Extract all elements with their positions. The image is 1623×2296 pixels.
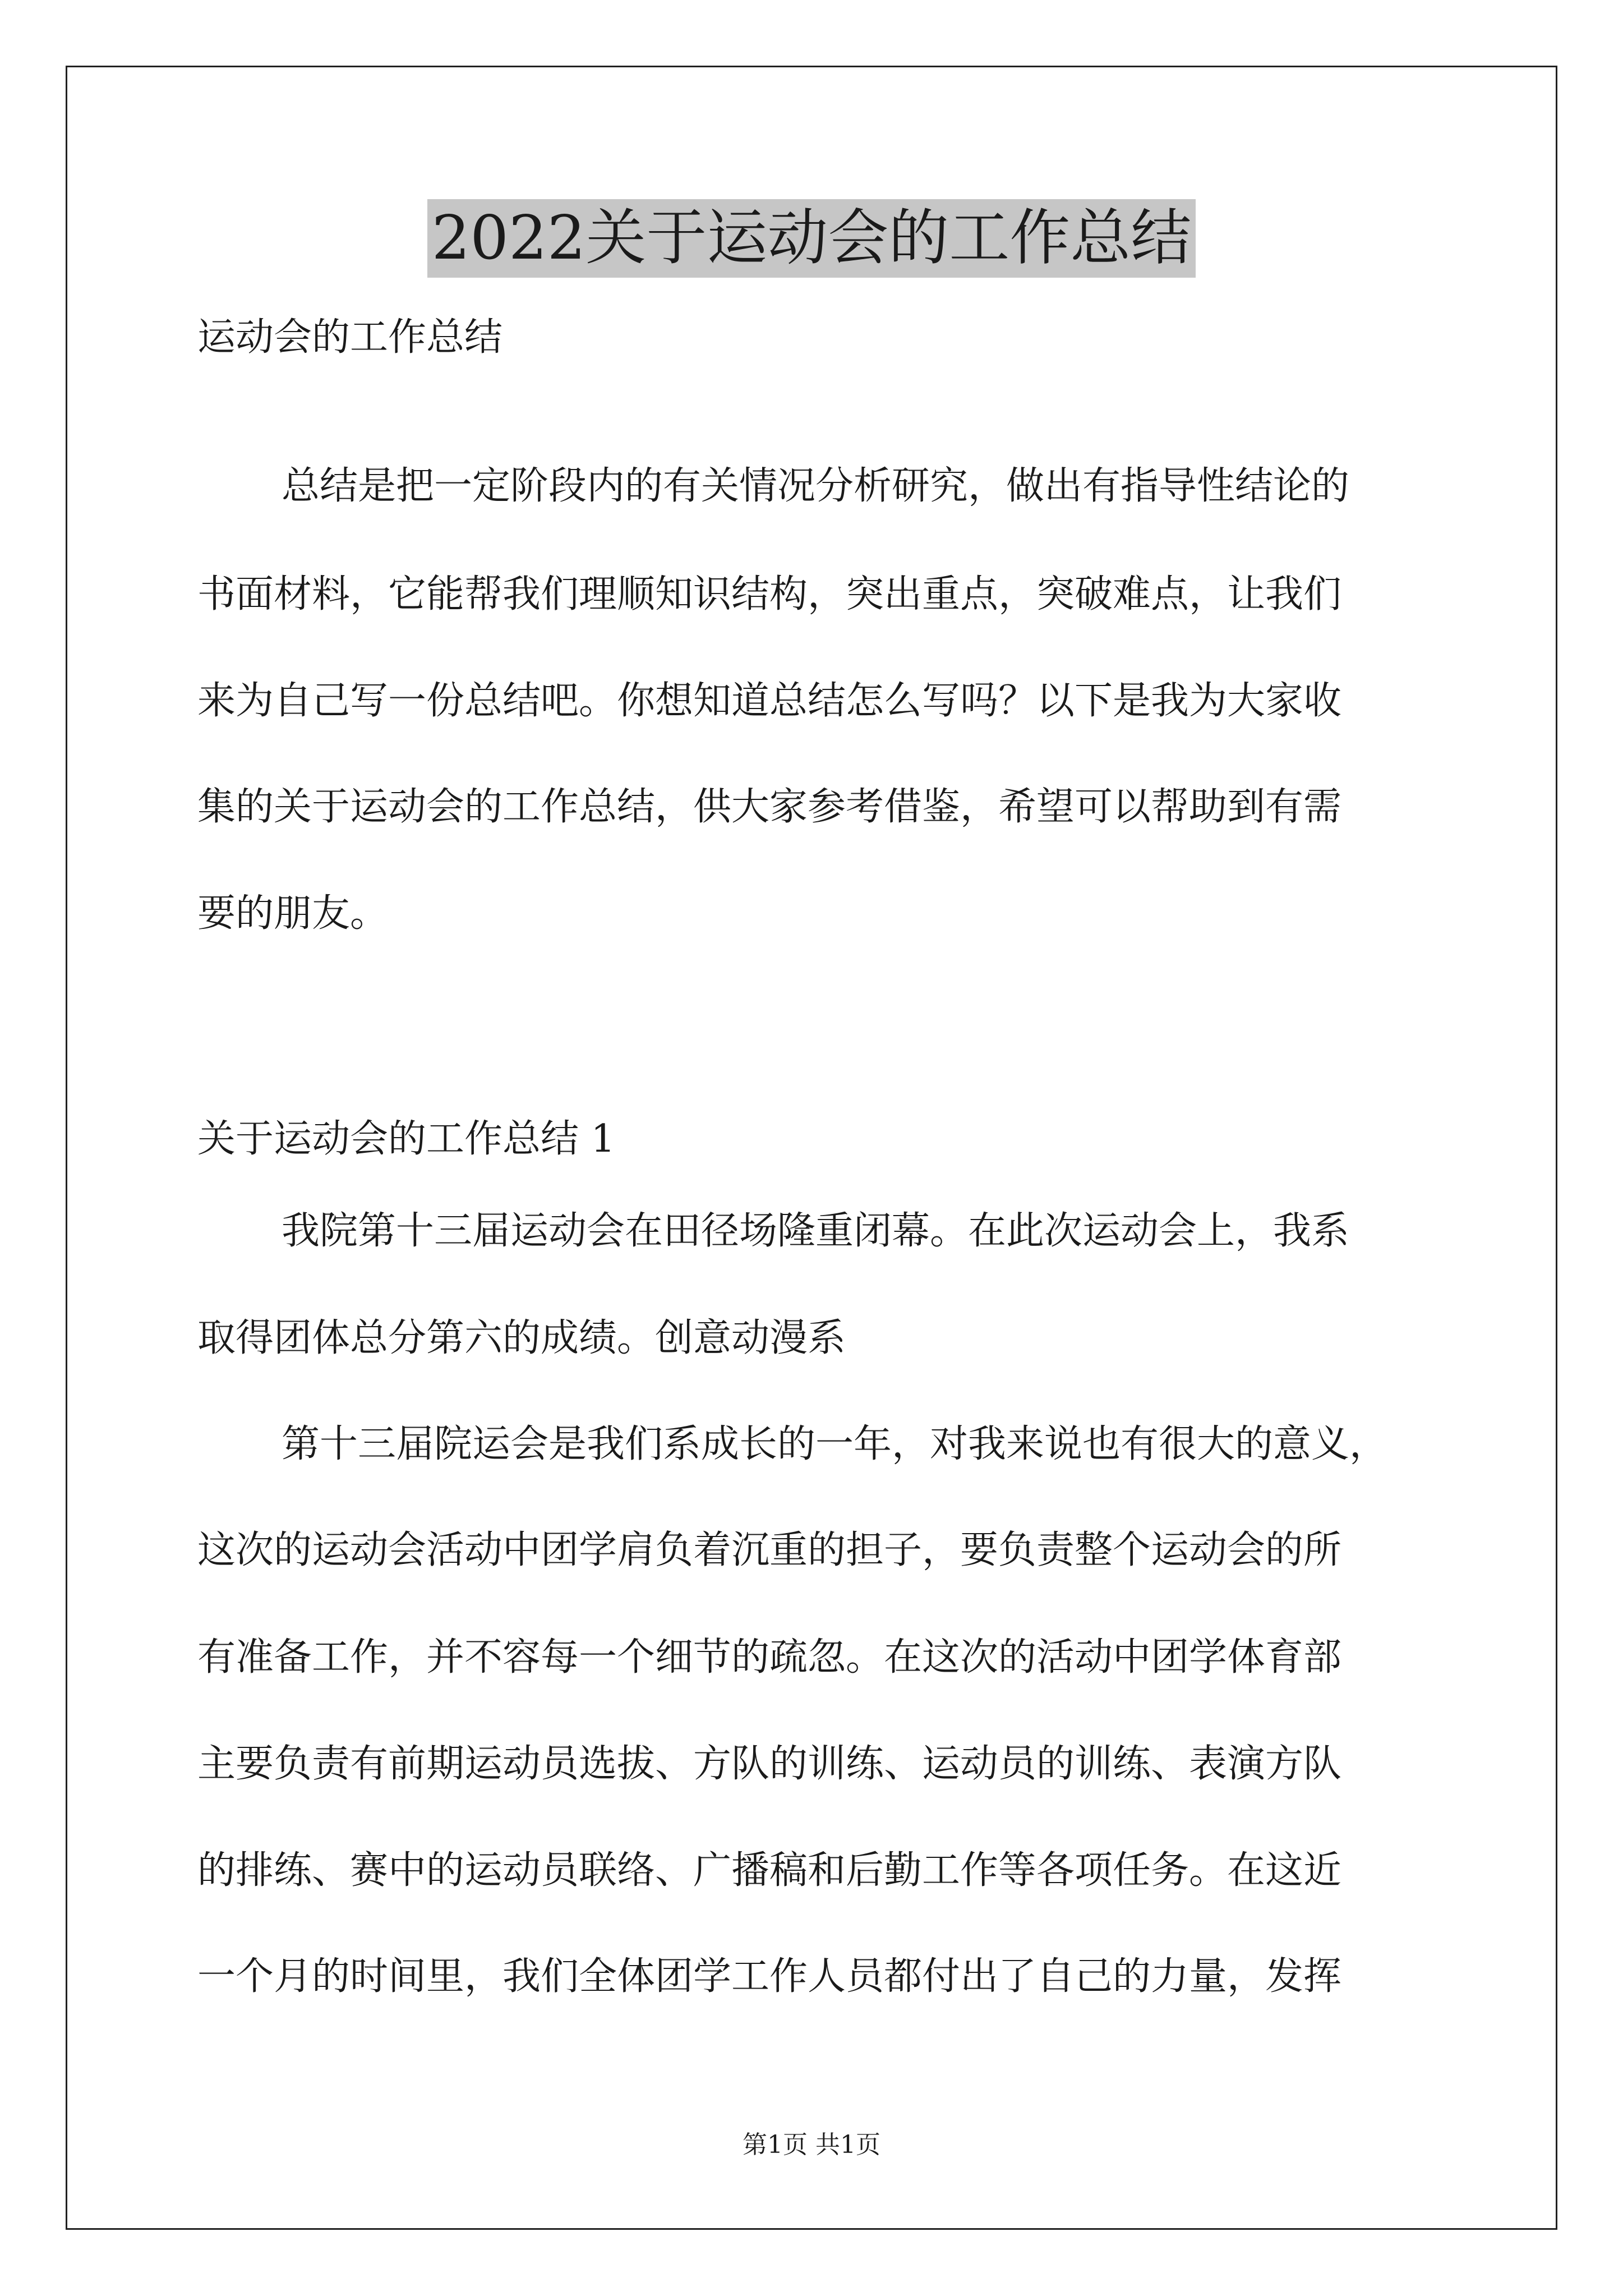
paragraph-line: 我院第十三届运动会在田径场隆重闭幕。在此次运动会上，我系 xyxy=(282,1209,1350,1253)
paragraph-line: 的排练、赛中的运动员联络、广播稿和后勤工作等各项任务。在这近 xyxy=(197,1848,1342,1893)
paragraph-line: 取得团体总分第六的成绩。创意动漫系 xyxy=(197,1316,846,1360)
intro-line: 来为自己写一份总结吧。你想知道总结怎么写吗？以下是我为大家收 xyxy=(197,679,1342,723)
title-container xyxy=(0,199,1623,278)
document-subtitle: 运动会的工作总结 xyxy=(197,315,503,360)
paragraph-line: 第十三届院运会是我们系成长的一年，对我来说也有很大的意义， xyxy=(282,1422,1388,1466)
paragraph-line: 一个月的时间里，我们全体团学工作人员都付出了自己的力量，发挥 xyxy=(197,1954,1342,1999)
section-heading: 关于运动会的工作总结 1 xyxy=(197,1117,615,1161)
paragraph-line: 这次的运动会活动中团学肩负着沉重的担子，要负责整个运动会的所 xyxy=(197,1528,1342,1572)
intro-line: 要的朋友。 xyxy=(197,891,389,936)
document-title: 2022关于运动会的工作总结 xyxy=(427,199,1196,278)
intro-line: 书面材料，它能帮我们理顺知识结构，突出重点，突破难点，让我们 xyxy=(197,572,1342,616)
intro-line: 总结是把一定阶段内的有关情况分析研究，做出有指导性结论的 xyxy=(282,464,1350,508)
paragraph-line: 有准备工作，并不容每一个细节的疏忽。在这次的活动中团学体育部 xyxy=(197,1635,1342,1680)
intro-line: 集的关于运动会的工作总结，供大家参考借鉴，希望可以帮助到有需 xyxy=(197,785,1342,829)
page-footer: 第1页 共1页 xyxy=(743,2131,880,2159)
paragraph-line: 主要负责有前期运动员选拔、方队的训练、运动员的训练、表演方队 xyxy=(197,1742,1342,1786)
